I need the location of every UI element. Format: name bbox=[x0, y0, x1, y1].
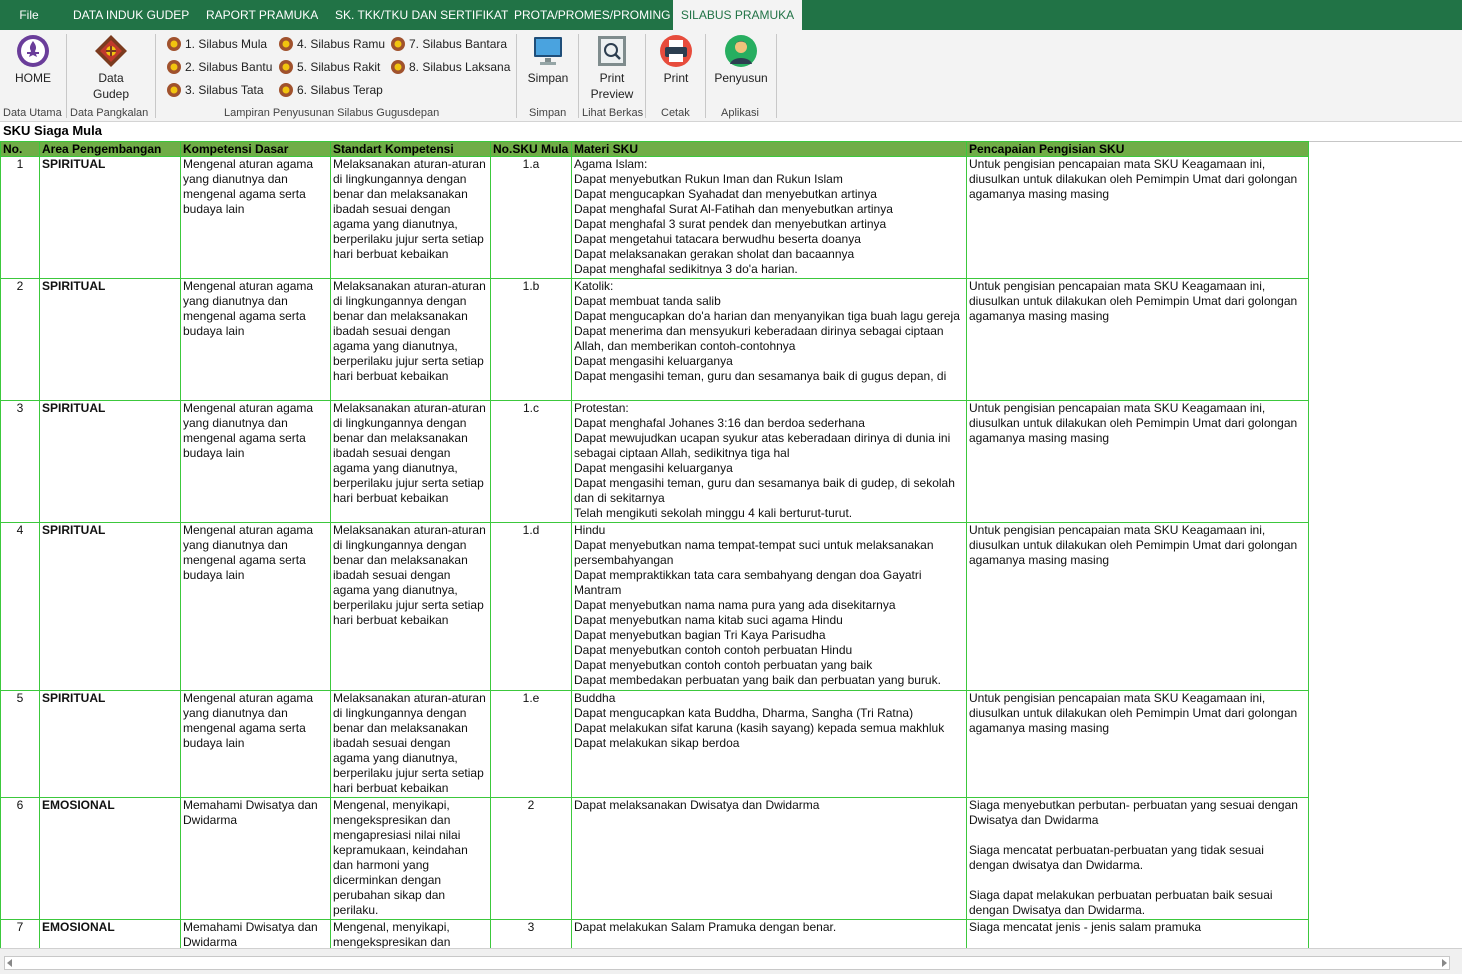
cell-area[interactable]: SPIRITUAL bbox=[40, 691, 181, 798]
cell-no[interactable]: 6 bbox=[1, 798, 40, 920]
cell-materi[interactable]: Katolik: Dapat membuat tanda salib Dapat mengucapkan do'a harian dan menyanyikan tiga buah lagu gereja Dapat menerima dan mensyukuri keberadaan dirinya sebagai ciptaan Allah, dan memberikan contoh-contohnya Dapat mengasihi keluarganya Dapat mengasihi teman, guru dan sesamanya baik di gugus depan, di bbox=[572, 279, 967, 401]
table-row bbox=[1, 157, 1309, 279]
cell-kompetensi[interactable]: Mengenal aturan agama yang dianutnya dan mengenal agama serta budaya lain bbox=[181, 157, 331, 279]
silabus-badge-icon bbox=[278, 82, 294, 98]
tab-data-induk-gudep[interactable]: DATA INDUK GUDEP bbox=[73, 8, 190, 22]
print-button[interactable] bbox=[652, 34, 700, 86]
header-pencapaian[interactable]: Pencapaian Pengisian SKU bbox=[967, 142, 1309, 157]
cell-area[interactable]: SPIRITUAL bbox=[40, 523, 181, 691]
ribbon-separator bbox=[776, 34, 777, 118]
cell-materi[interactable]: Dapat melakukan Salam Pramuka dengan benar. bbox=[572, 920, 967, 949]
cell-kompetensi[interactable]: Mengenal aturan agama yang dianutnya dan mengenal agama serta budaya lain bbox=[181, 691, 331, 798]
cell-pencapaian[interactable]: Untuk pengisian pencapaian mata SKU Keagamaan ini, diusulkan untuk dilakukan oleh Pemimpin Umat dari golongan agamanya masing masing bbox=[967, 157, 1309, 279]
cell-pencapaian[interactable]: Siaga menyebutkan perbutan- perbuatan yang sesuai dengan Dwisatya dan Dwidarma Siaga mencatat perbuatan-perbuatan yang tidak sesuai dengan dwisatya dan Dwidarma. Siaga dapat melakukan perbuatan perbuatan baik sesuai dengan Dwisatya dan Dwidarma. bbox=[967, 798, 1309, 920]
silabus-bantu-label: 2. Silabus Bantu bbox=[185, 60, 273, 74]
cell-materi[interactable]: Hindu Dapat menyebutkan nama tempat-tempat suci untuk melaksanakan persembahyangan Dapat mempraktikkan tata cara sembahyang dengan doa Gayatri Mantram Dapat menyebutkan nama nama pura yang ada disekitarnya Dapat menyebutkan nama kitab suci agama Hindu Dapat menyebutkan bagian Tri Kaya Parisudha Dapat menyebutkan contoh contoh perbuatan Hindu Dapat menyebutkan contoh contoh perbuatan yang baik Dapat membedakan perbuatan yang baik dan perbuatan yang buruk. bbox=[572, 523, 967, 691]
group-lampiran: Lampiran Penyusunan Silabus Gugusdepan bbox=[224, 107, 440, 119]
print-label: Print bbox=[663, 71, 689, 85]
cell-area[interactable]: EMOSIONAL bbox=[40, 920, 181, 949]
sheet-title: SKU Siaga Mula bbox=[3, 123, 102, 138]
ribbon-separator bbox=[516, 34, 517, 118]
cell-standart[interactable]: Melaksanakan aturan-aturan di lingkungannya dengan benar dan melaksanakan ibadah sesuai dengan agama yang dianutnya, berperilaku jujur serta setiap hari berbuat kebaikan bbox=[331, 401, 491, 523]
table-row bbox=[1, 920, 1309, 949]
scroll-left-icon[interactable] bbox=[7, 959, 12, 967]
group-aplikasi: Aplikasi bbox=[721, 107, 759, 119]
cell-materi[interactable]: Agama Islam: Dapat menyebutkan Rukun Iman dan Rukun Islam Dapat mengucapkan Syahadat dan menyebutkan artinya Dapat menghafal Surat Al-Fatihah dan menyebutkan artinya Dapat menghafal 3 surat pendek dan menyebutkan artinya Dapat mengetahui tatacara berwudhu beserta doanya Dapat melaksanakan gerakan sholat dan bacaannya Dapat menghafal sedikitnya 3 do'a harian. bbox=[572, 157, 967, 279]
sheet-area[interactable] bbox=[0, 122, 1462, 948]
ribbon-tab-bar bbox=[0, 0, 1462, 30]
status-bar bbox=[0, 948, 1462, 974]
scroll-right-icon[interactable] bbox=[1442, 959, 1447, 967]
silabus-terap-label: 6. Silabus Terap bbox=[297, 83, 383, 97]
ribbon-separator bbox=[66, 34, 67, 118]
cell-pencapaian[interactable]: Untuk pengisian pencapaian mata SKU Keagamaan ini, diusulkan untuk dilakukan oleh Pemimpin Umat dari golongan agamanya masing masing bbox=[967, 691, 1309, 798]
ribbon-separator bbox=[155, 34, 156, 118]
ribbon-separator bbox=[645, 34, 646, 118]
ribbon-panel bbox=[0, 30, 1462, 122]
silabus-mula-label: 1. Silabus Mula bbox=[185, 37, 268, 51]
silabus-ramu-label: 4. Silabus Ramu bbox=[297, 37, 386, 51]
cell-sku[interactable]: 1.a bbox=[491, 157, 572, 279]
cell-area[interactable]: EMOSIONAL bbox=[40, 798, 181, 920]
header-sku[interactable]: No.SKU Mula bbox=[491, 142, 572, 157]
header-no[interactable]: No. bbox=[1, 142, 40, 157]
silabus-badge-icon bbox=[278, 59, 294, 75]
group-data-utama: Data Utama bbox=[3, 107, 62, 119]
cell-no[interactable]: 3 bbox=[1, 401, 40, 523]
silabus-tata-label: 3. Silabus Tata bbox=[185, 83, 264, 97]
cell-pencapaian[interactable]: Untuk pengisian pencapaian mata SKU Keagamaan ini, diusulkan untuk dilakukan oleh Pemimpin Umat dari golongan agamanya masing masing bbox=[967, 523, 1309, 691]
tab-raport-pramuka[interactable]: RAPORT PRAMUKA bbox=[206, 8, 319, 22]
table-row bbox=[1, 279, 1309, 401]
cell-sku[interactable]: 1.d bbox=[491, 523, 572, 691]
cell-area[interactable]: SPIRITUAL bbox=[40, 401, 181, 523]
cell-standart[interactable]: Melaksanakan aturan-aturan di lingkungannya dengan benar dan melaksanakan ibadah sesuai dengan agama yang dianutnya, berperilaku jujur serta setiap hari berbuat kebaikan bbox=[331, 157, 491, 279]
table-row bbox=[1, 691, 1309, 798]
cell-materi[interactable]: Protestan: Dapat menghafal Johanes 3:16 dan berdoa sederhana Dapat mewujudkan ucapan syukur atas keberadaan dirinya di dunia ini sebagai ciptaan Allah, sedikitnya tiga hal Dapat mengasihi keluarganya Dapat mengasihi teman, guru dan sesamanya baik di gudep, di sekolah dan di sekitarnya Telah mengikuti sekolah minggu 4 kali berturut-turut. bbox=[572, 401, 967, 523]
silabus-badge-icon bbox=[278, 36, 294, 52]
group-data-pangkalan: Data Pangkalan bbox=[70, 107, 149, 119]
cell-kompetensi[interactable]: Mengenal aturan agama yang dianutnya dan mengenal agama serta budaya lain bbox=[181, 401, 331, 523]
silabus-badge-icon bbox=[390, 59, 406, 75]
tab-sk-tkk-tku[interactable]: SK. TKK/TKU DAN SERTIFIKAT bbox=[335, 8, 509, 22]
tab-file[interactable]: File bbox=[19, 8, 39, 22]
header-materi[interactable]: Materi SKU bbox=[572, 142, 967, 157]
silabus-badge-icon bbox=[166, 36, 182, 52]
silabus-rakit-label: 5. Silabus Rakit bbox=[297, 60, 381, 74]
cell-standart[interactable]: Melaksanakan aturan-aturan di lingkungannya dengan benar dan melaksanakan ibadah sesuai dengan agama yang dianutnya, berperilaku jujur serta setiap hari berbuat kebaikan bbox=[331, 691, 491, 798]
header-area[interactable]: Area Pengembangan bbox=[40, 142, 181, 157]
cell-materi[interactable]: Dapat melaksanakan Dwisatya dan Dwidarma bbox=[572, 798, 967, 920]
cell-sku[interactable]: 1.e bbox=[491, 691, 572, 798]
tab-silabus-pramuka[interactable]: SILABUS PRAMUKA bbox=[673, 0, 802, 30]
table-header-row bbox=[1, 142, 1309, 157]
ribbon-separator bbox=[578, 34, 579, 118]
silabus-badge-icon bbox=[166, 59, 182, 75]
header-kompetensi[interactable]: Kompetensi Dasar bbox=[181, 142, 331, 157]
cell-sku[interactable]: 3 bbox=[491, 920, 572, 949]
table-row bbox=[1, 401, 1309, 523]
tab-prota-promes[interactable]: PROTA/PROMES/PROMING bbox=[514, 8, 671, 22]
group-simpan: Simpan bbox=[529, 107, 567, 119]
sku-table bbox=[0, 141, 1309, 948]
scout-emblem-icon bbox=[16, 34, 50, 68]
gudep-emblem-icon bbox=[94, 34, 128, 68]
cell-no[interactable]: 2 bbox=[1, 279, 40, 401]
cell-sku[interactable]: 1.c bbox=[491, 401, 572, 523]
print-preview-label: Print Preview bbox=[590, 71, 634, 101]
cell-area[interactable]: SPIRITUAL bbox=[40, 157, 181, 279]
cell-sku[interactable]: 2 bbox=[491, 798, 572, 920]
cell-pencapaian[interactable]: Untuk pengisian pencapaian mata SKU Keagamaan ini, diusulkan untuk dilakukan oleh Pemimpin Umat dari golongan agamanya masing masing bbox=[967, 401, 1309, 523]
silabus-laksana-label: 8. Silabus Laksana bbox=[409, 60, 511, 74]
cell-standart[interactable]: Mengenal, menyikapi, mengekspresikan dan mengapresiasi nilai nilai kepramukaan, keindahan dan harmoni yang dicerminkan dengan perubahan sikap dan perilaku. bbox=[331, 798, 491, 920]
ribbon-separator bbox=[705, 34, 706, 118]
cell-pencapaian[interactable]: Untuk pengisian pencapaian mata SKU Keagamaan ini, diusulkan untuk dilakukan oleh Pemimpin Umat dari golongan agamanya masing masing bbox=[967, 279, 1309, 401]
cell-area[interactable]: SPIRITUAL bbox=[40, 279, 181, 401]
cell-kompetensi[interactable]: Mengenal aturan agama yang dianutnya dan mengenal agama serta budaya lain bbox=[181, 279, 331, 401]
group-lihat-berkas: Lihat Berkas bbox=[582, 107, 644, 119]
simpan-label: Simpan bbox=[527, 71, 569, 85]
cell-standart[interactable]: Mengenal, menyikapi, mengekspresikan dan bbox=[331, 920, 491, 949]
cell-no[interactable]: 4 bbox=[1, 523, 40, 691]
silabus-badge-icon bbox=[166, 82, 182, 98]
cell-kompetensi[interactable]: Memahami Dwisatya dan Dwidarma bbox=[181, 920, 331, 949]
silabus-bantara-label: 7. Silabus Bantara bbox=[409, 37, 508, 51]
simpan-button[interactable] bbox=[524, 34, 572, 86]
print-preview-icon bbox=[595, 34, 629, 68]
cell-standart[interactable]: Melaksanakan aturan-aturan di lingkungannya dengan benar dan melaksanakan ibadah sesuai dengan agama yang dianutnya, berperilaku jujur serta setiap hari berbuat kebaikan bbox=[331, 523, 491, 691]
header-standart[interactable]: Standart Kompetensi bbox=[331, 142, 491, 157]
silabus-badge-icon bbox=[390, 36, 406, 52]
printer-icon bbox=[659, 34, 693, 68]
group-cetak: Cetak bbox=[661, 107, 690, 119]
cell-no[interactable]: 5 bbox=[1, 691, 40, 798]
cell-no[interactable]: 1 bbox=[1, 157, 40, 279]
table-row bbox=[1, 523, 1309, 691]
horizontal-scrollbar[interactable] bbox=[4, 956, 1450, 970]
cell-pencapaian[interactable]: Siaga mencatat jenis - jenis salam pramuka bbox=[967, 920, 1309, 949]
data-gudep-button[interactable] bbox=[86, 34, 136, 102]
cell-kompetensi[interactable]: Mengenal aturan agama yang dianutnya dan mengenal agama serta budaya lain bbox=[181, 523, 331, 691]
table-row bbox=[1, 798, 1309, 920]
cell-kompetensi[interactable]: Memahami Dwisatya dan Dwidarma bbox=[181, 798, 331, 920]
data-gudep-label: Data Gudep bbox=[92, 71, 130, 101]
cell-standart[interactable]: Melaksanakan aturan-aturan di lingkungannya dengan benar dan melaksanakan ibadah sesuai dengan agama yang dianutnya, berperilaku jujur serta setiap hari berbuat kebaikan bbox=[331, 279, 491, 401]
person-avatar-icon bbox=[724, 34, 758, 68]
cell-sku[interactable]: 1.b bbox=[491, 279, 572, 401]
cell-materi[interactable]: Buddha Dapat mengucapkan kata Buddha, Dharma, Sangha (Tri Ratna) Dapat melakukan sifat karuna (kasih sayang) kepada semua makhluk Dapat melakukan sikap berdoa bbox=[572, 691, 967, 798]
home-button[interactable] bbox=[8, 34, 58, 86]
penyusun-button[interactable] bbox=[712, 34, 770, 86]
print-preview-button[interactable] bbox=[588, 34, 636, 102]
monitor-icon bbox=[531, 34, 565, 68]
home-label: HOME bbox=[15, 71, 51, 85]
penyusun-label: Penyusun bbox=[714, 71, 768, 85]
cell-no[interactable]: 7 bbox=[1, 920, 40, 949]
